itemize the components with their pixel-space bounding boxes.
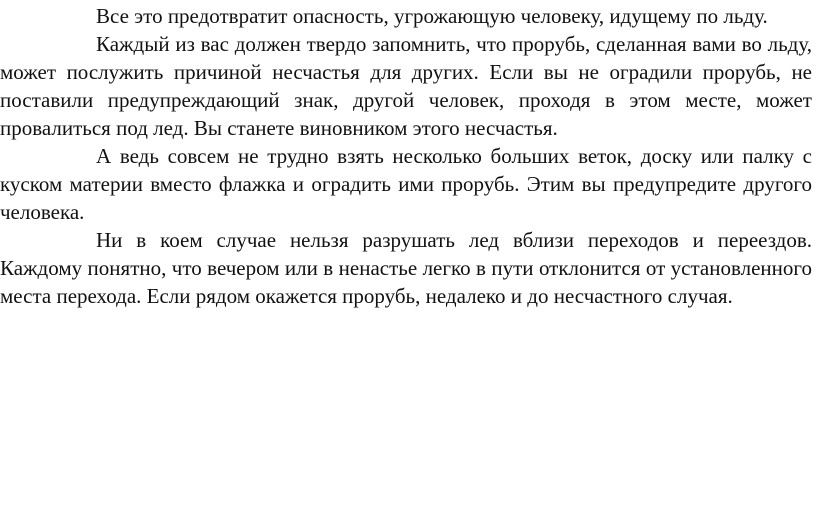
paragraph: Ни в коем случае нельзя разрушать лед вблизи переходов и переездов. Каждому понятно, что вечером или в ненастье легко в пути отклонится от установленного места перехода. Если рядом окажется прорубь, недалеко и до несчастного случая.	[0, 228, 812, 308]
paragraph: Каждый из вас должен твердо запомнить, что прорубь, сделанная вами во льду, может послужить причиной несчастья для других. Если вы не оградили прорубь, не поставили предупреждающий знак, другой человек, проходя в этом месте, может провалиться под лед. Вы станете виновником этого несчастья.	[0, 32, 812, 140]
paragraph: А ведь совсем не трудно взять несколько больших веток, доску или палку с куском материи вместо флажка и оградить ими прорубь. Этим вы предупредите другого человека.	[0, 144, 812, 224]
paragraph: Все это предотвратит опасность, угрожающую человеку, идущему по льду.	[96, 4, 768, 28]
document-body	[0, 2, 812, 310]
